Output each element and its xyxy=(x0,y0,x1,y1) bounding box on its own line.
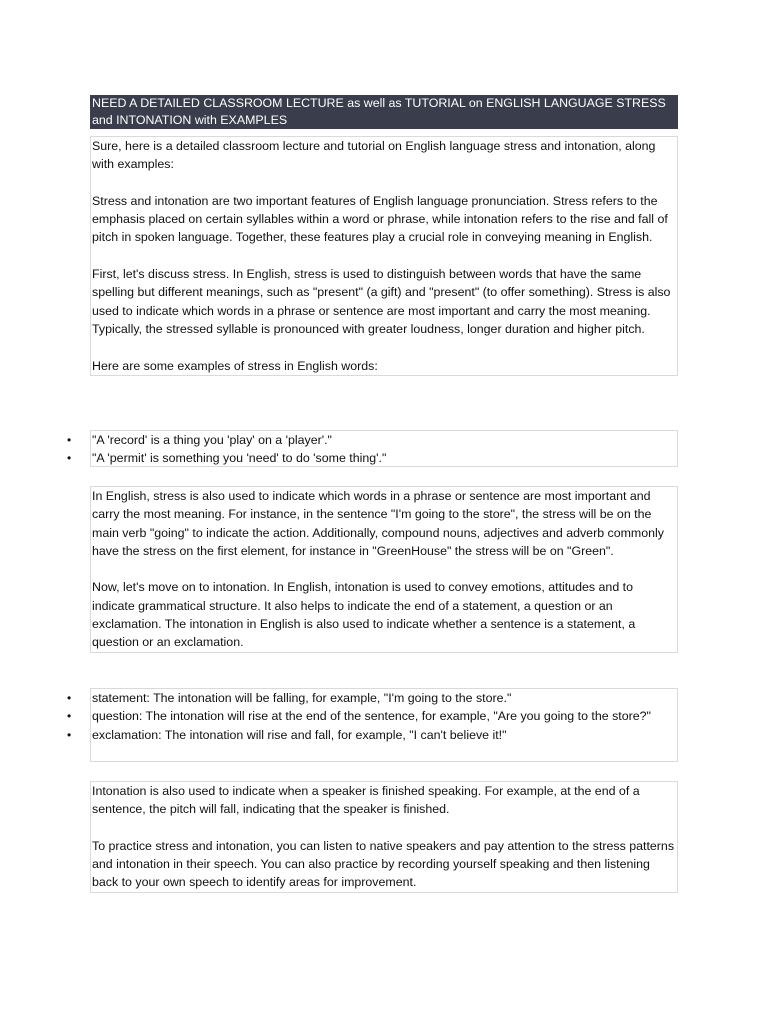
list-item xyxy=(1,689,677,707)
paragraph: Sure, here is a detailed classroom lecture and tutorial on English language stress and intonation, along with examples: xyxy=(92,139,656,172)
list-item xyxy=(1,726,677,744)
paragraph: Intonation is also used to indicate when a speaker is finished speaking. For example, at the end of a sentence, the pitch will fall, indicating that the speaker is finished. xyxy=(92,784,640,817)
bullet-icon: • xyxy=(67,727,72,742)
bullet-icon: • xyxy=(67,433,72,447)
intonation-types-list xyxy=(67,688,678,762)
bullet-icon: • xyxy=(67,709,72,724)
paragraph: To practice stress and intonation, you can listen to native speakers and pay attention to the stress patterns and intonation in their speech. You can also practice by recording yourself speaking and then listening back to your own speech to identify areas for improvement. xyxy=(92,838,675,890)
paragraph: In English, stress is also used to indicate which words in a phrase or sentence are most important and carry the most meaning. For instance, in the sentence "I'm going to the store", the stress will be on the main verb "going" to indicate the action. Additionally, compound nouns, adjectives and adverb commonly have the stress on the first element, for instance in "GreenHouse" the stress will be on "Green". xyxy=(92,489,664,558)
paragraph: First, let's discuss stress. In English, stress is used to distinguish between words that have the same spelling but different meanings, such as "present" (a gift) and "present" (to offer something). Stress is also used to indicate which words in a phrase or sentence are most important and carry the most meaning. Typically, the stressed syllable is pronounced with greater loudness, longer duration and higher pitch. xyxy=(92,267,671,336)
paragraph: Stress and intonation are two important features of English language pronunciation. Stress refers to the emphasis placed on certain syllables within a word or phrase, while intonation refers to the rise and fall of pitch in spoken language. Together, these features play a crucial role in conveying meaning in English. xyxy=(92,193,668,245)
response-block-stress-intonation xyxy=(90,486,678,653)
list-item xyxy=(1,431,677,449)
prompt-header xyxy=(90,95,678,129)
response-block-intro xyxy=(90,136,678,376)
list-item-text: statement: The intonation will be falling, for example, "I'm going to the store." xyxy=(92,691,512,705)
list-item xyxy=(1,707,677,725)
list-item-text: exclamation: The intonation will rise and fall, for example, "I can't believe it!" xyxy=(92,727,507,742)
bullet-icon: • xyxy=(67,451,72,466)
paragraph: Now, let's move on to intonation. In English, intonation is used to convey emotions, attitudes and to indicate grammatical structure. It also helps to indicate the end of a statement, a question or an exclamation. The intonation in English is also used to indicate whether a sentence is a statement, a question or an exclamation. xyxy=(92,580,636,650)
list-item xyxy=(1,449,677,467)
list-item-text: "A 'permit' is something you 'need' to do 'some thing'." xyxy=(92,451,387,466)
stress-examples-list xyxy=(67,430,678,467)
bullet-icon: • xyxy=(67,691,72,705)
list-item-text: "A 'record' is a thing you 'play' on a 'player'." xyxy=(92,433,332,447)
prompt-text: NEED A DETAILED CLASSROOM LECTURE as well as TUTORIAL on ENGLISH LANGUAGE STRESS and INTONATION with EXAMPLES xyxy=(92,96,666,127)
list-item-text: question: The intonation will rise at the end of the sentence, for example, "Are you going to the store?" xyxy=(92,709,651,724)
paragraph: Here are some examples of stress in English words: xyxy=(92,358,378,373)
response-block-practice xyxy=(90,781,678,893)
